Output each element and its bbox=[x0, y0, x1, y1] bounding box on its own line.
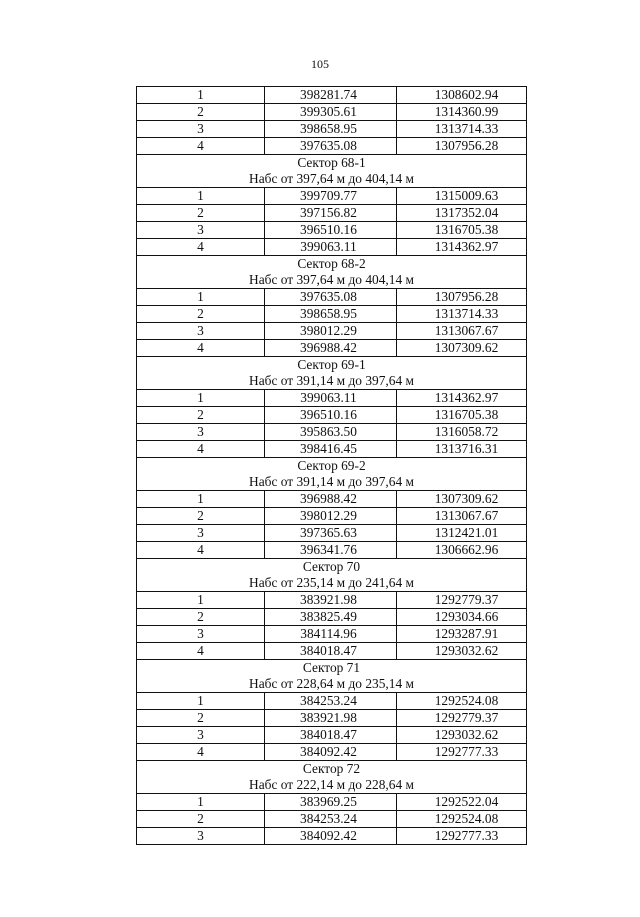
table-row bbox=[137, 727, 527, 744]
table-row bbox=[137, 542, 527, 559]
point-number: 3 bbox=[137, 424, 265, 441]
sector-height-row bbox=[137, 373, 527, 390]
table-row bbox=[137, 390, 527, 407]
x-coordinate: 397635.08 bbox=[265, 289, 397, 306]
point-number: 1 bbox=[137, 188, 265, 205]
y-coordinate: 1306662.96 bbox=[397, 542, 527, 559]
y-coordinate: 1292524.08 bbox=[397, 693, 527, 710]
table-row bbox=[137, 626, 527, 643]
x-coordinate: 398416.45 bbox=[265, 441, 397, 458]
y-coordinate: 1292522.04 bbox=[397, 794, 527, 811]
point-number: 2 bbox=[137, 407, 265, 424]
y-coordinate: 1316058.72 bbox=[397, 424, 527, 441]
sector-height-row bbox=[137, 272, 527, 289]
point-number: 1 bbox=[137, 592, 265, 609]
table-row bbox=[137, 407, 527, 424]
sector-height-range: Набс от 222,14 м до 228,64 м bbox=[137, 777, 527, 794]
point-number: 2 bbox=[137, 104, 265, 121]
sector-title: Сектор 71 bbox=[137, 660, 527, 677]
y-coordinate: 1315009.63 bbox=[397, 188, 527, 205]
x-coordinate: 383825.49 bbox=[265, 609, 397, 626]
x-coordinate: 396988.42 bbox=[265, 491, 397, 508]
table-row bbox=[137, 794, 527, 811]
y-coordinate: 1316705.38 bbox=[397, 222, 527, 239]
point-number: 4 bbox=[137, 138, 265, 155]
x-coordinate: 384018.47 bbox=[265, 727, 397, 744]
y-coordinate: 1308602.94 bbox=[397, 87, 527, 104]
y-coordinate: 1314362.97 bbox=[397, 239, 527, 256]
sector-title: Сектор 72 bbox=[137, 761, 527, 778]
y-coordinate: 1292779.37 bbox=[397, 710, 527, 727]
x-coordinate: 384092.42 bbox=[265, 828, 397, 845]
x-coordinate: 383921.98 bbox=[265, 710, 397, 727]
y-coordinate: 1293034.66 bbox=[397, 609, 527, 626]
point-number: 1 bbox=[137, 87, 265, 104]
x-coordinate: 397635.08 bbox=[265, 138, 397, 155]
point-number: 3 bbox=[137, 222, 265, 239]
point-number: 3 bbox=[137, 525, 265, 542]
y-coordinate: 1317352.04 bbox=[397, 205, 527, 222]
x-coordinate: 384253.24 bbox=[265, 811, 397, 828]
y-coordinate: 1307309.62 bbox=[397, 491, 527, 508]
y-coordinate: 1292777.33 bbox=[397, 744, 527, 761]
point-number: 1 bbox=[137, 390, 265, 407]
x-coordinate: 384018.47 bbox=[265, 643, 397, 660]
point-number: 2 bbox=[137, 609, 265, 626]
y-coordinate: 1292779.37 bbox=[397, 592, 527, 609]
y-coordinate: 1313714.33 bbox=[397, 306, 527, 323]
point-number: 1 bbox=[137, 693, 265, 710]
table-row bbox=[137, 828, 527, 845]
y-coordinate: 1314362.97 bbox=[397, 390, 527, 407]
table-row bbox=[137, 710, 527, 727]
point-number: 2 bbox=[137, 205, 265, 222]
point-number: 3 bbox=[137, 828, 265, 845]
table-row bbox=[137, 424, 527, 441]
sector-header-row bbox=[137, 761, 527, 778]
y-coordinate: 1292777.33 bbox=[397, 828, 527, 845]
point-number: 4 bbox=[137, 441, 265, 458]
table-row bbox=[137, 491, 527, 508]
x-coordinate: 396510.16 bbox=[265, 407, 397, 424]
table-row bbox=[137, 693, 527, 710]
y-coordinate: 1307309.62 bbox=[397, 340, 527, 357]
y-coordinate: 1313716.31 bbox=[397, 441, 527, 458]
y-coordinate: 1314360.99 bbox=[397, 104, 527, 121]
sector-title: Сектор 70 bbox=[137, 559, 527, 576]
table-row bbox=[137, 525, 527, 542]
x-coordinate: 396988.42 bbox=[265, 340, 397, 357]
point-number: 3 bbox=[137, 727, 265, 744]
table-row bbox=[137, 289, 527, 306]
sector-header-row bbox=[137, 256, 527, 273]
point-number: 4 bbox=[137, 542, 265, 559]
point-number: 2 bbox=[137, 710, 265, 727]
x-coordinate: 398012.29 bbox=[265, 508, 397, 525]
point-number: 3 bbox=[137, 121, 265, 138]
x-coordinate: 398012.29 bbox=[265, 323, 397, 340]
sector-title: Сектор 69-1 bbox=[137, 357, 527, 374]
table-row bbox=[137, 205, 527, 222]
x-coordinate: 396341.76 bbox=[265, 542, 397, 559]
y-coordinate: 1307956.28 bbox=[397, 138, 527, 155]
point-number: 2 bbox=[137, 811, 265, 828]
sector-title: Сектор 69-2 bbox=[137, 458, 527, 475]
point-number: 4 bbox=[137, 340, 265, 357]
table-row bbox=[137, 121, 527, 138]
table-row bbox=[137, 222, 527, 239]
y-coordinate: 1313714.33 bbox=[397, 121, 527, 138]
x-coordinate: 384114.96 bbox=[265, 626, 397, 643]
y-coordinate: 1293032.62 bbox=[397, 727, 527, 744]
sector-height-range: Набс от 391,14 м до 397,64 м bbox=[137, 373, 527, 390]
sector-height-row bbox=[137, 171, 527, 188]
x-coordinate: 383969.25 bbox=[265, 794, 397, 811]
y-coordinate: 1292524.08 bbox=[397, 811, 527, 828]
x-coordinate: 383921.98 bbox=[265, 592, 397, 609]
x-coordinate: 398281.74 bbox=[265, 87, 397, 104]
coordinates-table-body bbox=[137, 87, 527, 845]
sector-height-row bbox=[137, 676, 527, 693]
point-number: 4 bbox=[137, 239, 265, 256]
table-row bbox=[137, 811, 527, 828]
sector-height-range: Набс от 235,14 м до 241,64 м bbox=[137, 575, 527, 592]
table-row bbox=[137, 643, 527, 660]
table-row bbox=[137, 744, 527, 761]
table-row bbox=[137, 306, 527, 323]
point-number: 4 bbox=[137, 643, 265, 660]
sector-height-range: Набс от 391,14 м до 397,64 м bbox=[137, 474, 527, 491]
sector-header-row bbox=[137, 559, 527, 576]
table-row bbox=[137, 87, 527, 104]
x-coordinate: 399305.61 bbox=[265, 104, 397, 121]
table-row bbox=[137, 340, 527, 357]
sector-height-range: Набс от 397,64 м до 404,14 м bbox=[137, 272, 527, 289]
x-coordinate: 397156.82 bbox=[265, 205, 397, 222]
point-number: 1 bbox=[137, 491, 265, 508]
table-row bbox=[137, 104, 527, 121]
y-coordinate: 1312421.01 bbox=[397, 525, 527, 542]
sector-title: Сектор 68-2 bbox=[137, 256, 527, 273]
point-number: 4 bbox=[137, 744, 265, 761]
sector-height-range: Набс от 228,64 м до 235,14 м bbox=[137, 676, 527, 693]
y-coordinate: 1293287.91 bbox=[397, 626, 527, 643]
sector-header-row bbox=[137, 155, 527, 172]
x-coordinate: 384253.24 bbox=[265, 693, 397, 710]
sector-height-row bbox=[137, 575, 527, 592]
table-row bbox=[137, 592, 527, 609]
x-coordinate: 396510.16 bbox=[265, 222, 397, 239]
table-row bbox=[137, 508, 527, 525]
y-coordinate: 1313067.67 bbox=[397, 323, 527, 340]
x-coordinate: 384092.42 bbox=[265, 744, 397, 761]
y-coordinate: 1313067.67 bbox=[397, 508, 527, 525]
point-number: 1 bbox=[137, 794, 265, 811]
table-row bbox=[137, 441, 527, 458]
point-number: 2 bbox=[137, 306, 265, 323]
coordinates-table bbox=[136, 86, 527, 845]
table-row bbox=[137, 138, 527, 155]
table-row bbox=[137, 239, 527, 256]
point-number: 3 bbox=[137, 323, 265, 340]
point-number: 2 bbox=[137, 508, 265, 525]
x-coordinate: 399063.11 bbox=[265, 390, 397, 407]
x-coordinate: 398658.95 bbox=[265, 306, 397, 323]
x-coordinate: 395863.50 bbox=[265, 424, 397, 441]
x-coordinate: 399709.77 bbox=[265, 188, 397, 205]
sector-title: Сектор 68-1 bbox=[137, 155, 527, 172]
point-number: 3 bbox=[137, 626, 265, 643]
sector-header-row bbox=[137, 458, 527, 475]
x-coordinate: 397365.63 bbox=[265, 525, 397, 542]
point-number: 1 bbox=[137, 289, 265, 306]
table-row bbox=[137, 323, 527, 340]
sector-height-range: Набс от 397,64 м до 404,14 м bbox=[137, 171, 527, 188]
sector-header-row bbox=[137, 660, 527, 677]
y-coordinate: 1316705.38 bbox=[397, 407, 527, 424]
table-row bbox=[137, 609, 527, 626]
page-number: 105 bbox=[311, 57, 329, 71]
sector-height-row bbox=[137, 777, 527, 794]
x-coordinate: 399063.11 bbox=[265, 239, 397, 256]
y-coordinate: 1307956.28 bbox=[397, 289, 527, 306]
x-coordinate: 398658.95 bbox=[265, 121, 397, 138]
sector-header-row bbox=[137, 357, 527, 374]
table-row bbox=[137, 188, 527, 205]
sector-height-row bbox=[137, 474, 527, 491]
y-coordinate: 1293032.62 bbox=[397, 643, 527, 660]
